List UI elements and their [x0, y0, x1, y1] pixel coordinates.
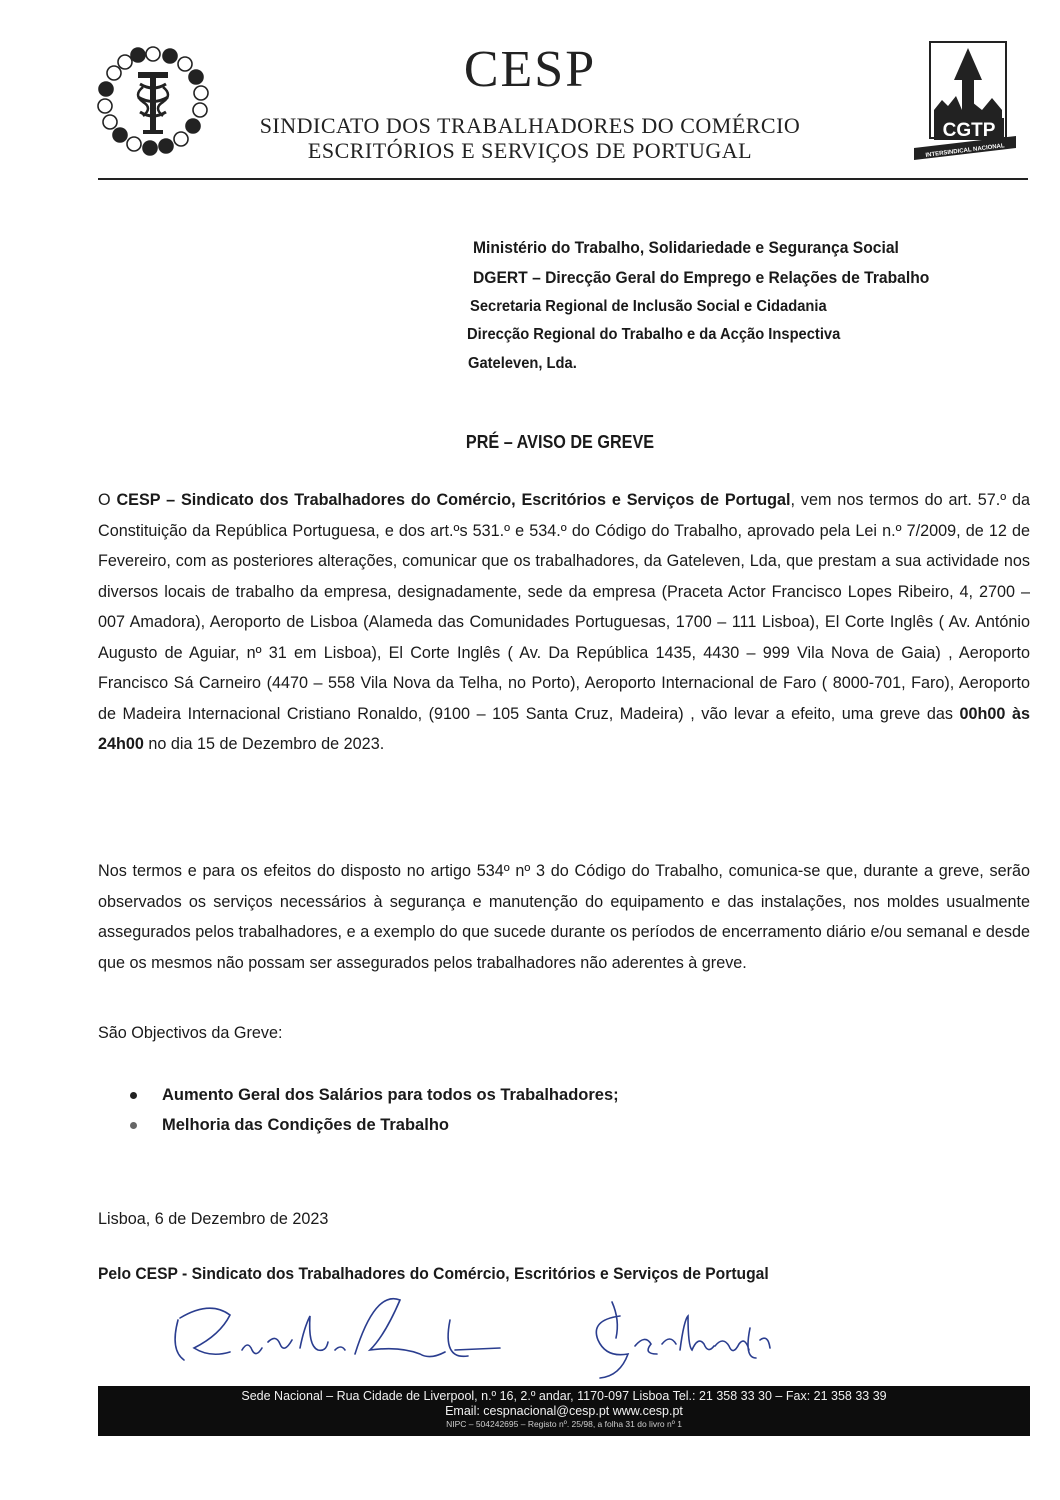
footer-contact-bar: [98, 1386, 1030, 1436]
org-acronym: CESP: [463, 41, 597, 98]
addressee-1: Ministério do Trabalho, Solidariedade e Segurança Social: [473, 238, 899, 257]
svg-text:CGTP: CGTP: [942, 120, 996, 141]
list-item: Aumento Geral dos Salários para todos os Trabalhadores;: [130, 1080, 619, 1110]
document-title: PRÉ – AVISO DE GREVE: [465, 432, 655, 452]
paragraph-minimum-services: Nos termos e para os efeitos do disposto no artigo 534º nº 3 do Código do Trabalho, comunica-se que, durante a greve, serão observados os serviços necessários à segurança e manutenção do equipamento e das instalações, nos moldes usualmente assegurados pelos trabalhadores, e a exemplo do que sucede durante os períodos de encerramento diário e/ou semanal e desde que os mesmos não possam ser assegurados pelos trabalhadores não aderentes à greve.: [98, 862, 1030, 972]
footer-email-web: Email: cespnacional@cesp.pt www.cesp.pt: [445, 1404, 683, 1418]
objectives-heading: São Objectivos da Greve:: [98, 1024, 283, 1042]
addressee-2: DGERT – Direcção Geral do Emprego e Relações de Trabalho: [473, 268, 930, 287]
footer-address: Sede Nacional – Rua Cidade de Liverpool, n.º 16, 2.º andar, 1170-097 Lisboa Tel.: 21 358 33 30 – Fax: 21 358 33 39: [241, 1389, 887, 1403]
org-name-line1: SINDICATO DOS TRABALHADORES DO COMÉRCIO: [259, 113, 801, 138]
bullet-icon: [130, 1122, 137, 1129]
addressee-4: Direcção Regional do Trabalho e da Acção Inspectiva: [467, 326, 841, 343]
place-date: Lisboa, 6 de Dezembro de 2023: [98, 1210, 329, 1228]
list-item: Melhoria das Condições de Trabalho: [130, 1110, 619, 1140]
org-name-bold: CESP – Sindicato dos Trabalhadores do Comércio, Escritórios e Serviços de Portugal: [116, 491, 791, 509]
org-name-line2: ESCRITÓRIOS E SERVIÇOS DE PORTUGAL: [307, 138, 753, 163]
cgtp-logo: [912, 40, 1020, 162]
strike-hours: 00h00 às 24h00: [98, 704, 1030, 753]
signoff: Pelo CESP - Sindicato dos Trabalhadores do Comércio, Escritórios e Serviços de Portugal: [98, 1264, 769, 1283]
addressee-3: Secretaria Regional de Inclusão Social e Cidadania: [470, 298, 827, 315]
handwritten-signatures: [150, 1280, 790, 1390]
bullet-icon: [130, 1092, 137, 1099]
header-divider: [98, 178, 1028, 180]
objectives-list: [130, 1080, 619, 1140]
addressee-5: Gateleven, Lda.: [468, 355, 577, 372]
svg-text:INTERSINDICAL NACIONAL: INTERSINDICAL NACIONAL: [925, 143, 1005, 159]
footer-registry: NIPC – 504242695 – Registo nº. 25/98, a folha 31 do livro nº 1: [446, 1419, 682, 1429]
paragraph-notice: O CESP – Sindicato dos Trabalhadores do Comércio, Escritórios e Serviços de Portugal, vem nos termos do art. 57.º da Constituição da República Portuguesa, e dos art.ºs 531.º e 534.º do Código do Trabalho, aprovado pela Lei n.º 7/2009, de 12 de Fevereiro, com as posteriores alterações, comunicar que os trabalhadores, da Gateleven, Lda, que prestam a sua actividade nos diversos locais de trabalho da empresa, designadamente, sede da empresa (Praceta Actor Francisco Lopes Ribeiro, 4, 2700 – 007 Amadora), Aeroporto de Lisboa (Alameda das Comunidades Portuguesas, 1700 – 111 Lisboa), El Corte Inglês ( Av. António Augusto de Aguiar, nº 31 em Lisboa), El Corte Inglês ( Av. Da República 1435, 4430 – 999 Vila Nova de Gaia) , Aeroporto Francisco Sá Carneiro (4470 – 558 Vila Nova da Telha, no Porto), Aeroporto Internacional de Faro ( 8000-701, Faro), Aeroporto de Madeira Internacional Cristiano Ronaldo, (9100 – 105 Santa Cruz, Madeira) , vão levar a efeito, uma greve das 00h00 às 24h00 no dia 15 de Dezembro de 2023.: [98, 491, 1030, 753]
